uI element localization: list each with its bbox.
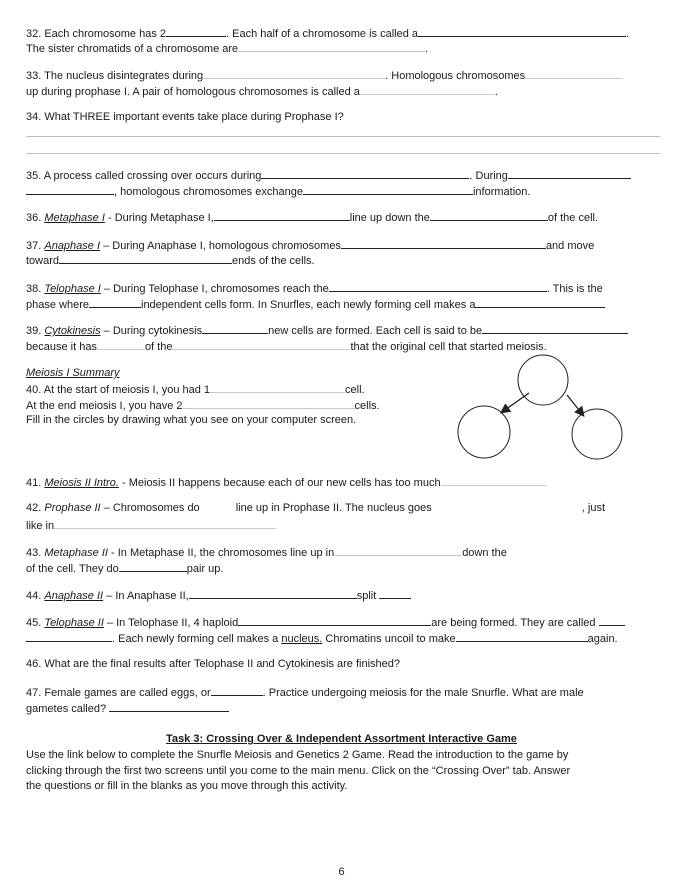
q35-blank-3[interactable] — [26, 183, 114, 195]
q45-text: – In Telophase II, 4 haploid — [106, 617, 239, 629]
q37-line2 — [26, 252, 315, 268]
q40-line3 — [26, 413, 356, 427]
q45-text: . Each newly forming cell makes a — [112, 633, 279, 645]
q42-blank-3[interactable] — [54, 517, 276, 529]
cell-division-diagram — [452, 350, 672, 468]
q39-text: of the — [144, 341, 173, 353]
q39-blank-2[interactable] — [482, 322, 628, 334]
q44-text: – In Anaphase II, — [106, 590, 189, 602]
q33-line2 — [26, 83, 498, 99]
q32-text: . — [626, 28, 630, 40]
q36-blank-2[interactable] — [430, 209, 548, 221]
q41-number: 41. — [26, 477, 42, 489]
q36-text: - During Metaphase I, — [107, 212, 214, 224]
q38-line1 — [26, 280, 603, 296]
q32-blank-1[interactable] — [166, 25, 226, 37]
q35-text: , homologous chromosomes exchange — [114, 186, 303, 198]
q42-text: – Chromosomes do — [103, 502, 200, 514]
q37-text: and move — [545, 240, 595, 252]
task3-paragraph-line1: Use the link below to complete the Snurfle Meiosis and Genetics 2 Game. Read the introduction to the game by — [26, 749, 569, 761]
q47-text: 47. Female games are called eggs, or — [26, 687, 211, 699]
task3-heading: Task 3: Crossing Over & Independent Assortment Interactive Game — [166, 733, 517, 745]
q45-term: Telophase II — [44, 617, 104, 629]
q42-text: like in — [26, 520, 55, 532]
q42-text: line up in Prophase II. The nucleus goes — [235, 502, 432, 514]
q43-line1 — [26, 544, 507, 560]
q45-blank-3[interactable] — [26, 630, 112, 642]
q33-text: . — [494, 86, 498, 98]
q33-text: 33. The nucleus disintegrates during — [26, 70, 204, 82]
task3-paragraph-line2: clicking through the first two screens until you come to the main menu. Click on the “Crossing Over” tab. Answer — [26, 765, 571, 777]
q41-term: Meiosis II Intro. — [44, 477, 119, 489]
q40-line2 — [26, 397, 380, 413]
q45-blank-4[interactable] — [456, 630, 588, 642]
q42-line2 — [26, 517, 276, 533]
q45-text: are being formed. They are called — [431, 617, 596, 629]
q35-blank-1[interactable] — [261, 167, 469, 179]
q32-blank-3[interactable] — [238, 40, 425, 52]
q38-line2 — [26, 296, 605, 312]
q37-text: – During Anaphase I, homologous chromosomes — [103, 240, 341, 252]
q47-text: . Practice undergoing meiosis for the male Snurfle. What are male — [262, 687, 584, 699]
q36-blank-1[interactable] — [214, 209, 350, 221]
q35-text: . During — [469, 170, 508, 182]
q40-line1 — [26, 381, 365, 397]
q45-blank-1[interactable] — [238, 614, 431, 626]
daughter-cell-circle-left[interactable] — [458, 406, 510, 458]
q41-blank-1[interactable] — [441, 474, 546, 486]
q45-text: nucleus. — [281, 633, 323, 645]
q36-text: of the cell. — [547, 212, 599, 224]
q35-text: 35. A process called crossing over occurs during — [26, 170, 262, 182]
q39-text: new cells are formed. Each cell is said to be — [268, 325, 483, 337]
task3-paragraph-line3: the questions or fill in the blanks as you move through this activity. — [26, 780, 348, 792]
parent-cell-circle[interactable] — [518, 355, 568, 405]
q40-blank-2[interactable] — [183, 397, 355, 409]
q38-blank-3[interactable] — [475, 296, 605, 308]
q44-blank-1[interactable] — [189, 587, 357, 599]
q36-text: line up down the — [349, 212, 430, 224]
q39-blank-1[interactable] — [202, 322, 268, 334]
q37-text: toward — [26, 255, 60, 267]
q37-blank-1[interactable] — [341, 237, 546, 249]
q45-number: 45. — [26, 617, 42, 629]
page-number: 6 — [338, 866, 345, 878]
q40-text: Fill in the circles by drawing what you see on your computer screen. — [26, 414, 357, 426]
q38-blank-1[interactable] — [329, 280, 547, 292]
q37-line1 — [26, 237, 594, 253]
q42-number: 42. — [26, 502, 42, 514]
q44-line1 — [26, 587, 411, 603]
q34-answer-line-2[interactable] — [26, 153, 660, 154]
q33-blank-2[interactable] — [525, 67, 623, 79]
q44-number: 44. — [26, 590, 42, 602]
q43-blank-1[interactable] — [334, 544, 462, 556]
q45-text: Chromatins uncoil to make — [325, 633, 456, 645]
q39-blank-3[interactable] — [97, 338, 145, 350]
q34-text: 34. What THREE important events take place during Prophase I? — [26, 111, 344, 123]
q47-line2 — [26, 700, 229, 716]
q37-term: Anaphase I — [44, 240, 101, 252]
q36-term: Metaphase I — [44, 212, 105, 224]
q43-number: 43. — [26, 547, 42, 559]
q39-number: 39. — [26, 325, 42, 337]
q44-blank-2[interactable] — [379, 587, 411, 599]
q38-text: independent cells form. In Snurfles, each newly forming cell makes a — [141, 299, 476, 311]
q42-term: Prophase II — [44, 502, 101, 514]
q38-text: . This is the — [546, 283, 603, 295]
q43-term: Metaphase II — [44, 547, 108, 559]
q32-line1 — [26, 25, 629, 41]
q43-line2 — [26, 560, 223, 576]
q44-term: Anaphase II — [44, 590, 104, 602]
q39-text: that the original cell that started meiosis. — [350, 341, 547, 353]
q35-line1 — [26, 167, 631, 183]
q43-text: down the — [462, 547, 507, 559]
q33-text: up during prophase I. A pair of homologous chromosomes is called a — [26, 86, 360, 98]
q32-text: 32. Each chromosome has 2 — [26, 28, 167, 40]
q40-blank-1[interactable] — [210, 381, 345, 393]
q40-text: cells. — [354, 400, 380, 412]
q34-line1 — [26, 110, 344, 124]
q40-text: cell. — [345, 384, 365, 396]
q43-blank-2[interactable] — [119, 560, 187, 572]
q34-answer-line-1[interactable] — [26, 136, 660, 137]
q42-line1 — [26, 501, 605, 515]
q38-text: – During Telophase I, chromosomes reach the — [103, 283, 329, 295]
q47-text: gametes called? — [26, 703, 107, 715]
q45-text: again. — [587, 633, 618, 645]
q38-term: Telophase I — [44, 283, 101, 295]
q38-blank-2[interactable] — [89, 296, 141, 308]
q33-blank-1[interactable] — [203, 67, 385, 79]
q37-blank-2[interactable] — [59, 252, 232, 264]
q42-text: , just — [581, 502, 606, 514]
q39-blank-4[interactable] — [172, 338, 350, 350]
q36-number: 36. — [26, 212, 42, 224]
q46-text: 46. What are the final results after Telophase II and Cytokinesis are finished? — [26, 658, 401, 670]
q47-blank-1[interactable] — [211, 684, 263, 696]
q46-line1 — [26, 657, 400, 671]
q37-text: ends of the cells. — [232, 255, 315, 267]
q39-text: because it has — [26, 341, 97, 353]
q32-text: The sister chromatids of a chromosome are — [26, 43, 239, 55]
q40-text: At the end meiosis I, you have 2 — [26, 400, 183, 412]
q40-text: 40. At the start of meiosis I, you had 1 — [26, 384, 211, 396]
q39-text: – During cytokinesis — [103, 325, 203, 337]
q32-text: . — [425, 43, 429, 55]
q43-text: pair up. — [186, 563, 224, 575]
daughter-cell-circle-right[interactable] — [572, 409, 622, 459]
q41-line1 — [26, 474, 546, 490]
q47-blank-2[interactable] — [109, 700, 229, 712]
q44-text: split — [356, 590, 377, 602]
q33-text: . Homologous chromosomes — [385, 70, 526, 82]
q37-number: 37. — [26, 240, 42, 252]
q41-text: - Meiosis II happens because each of our new cells has too much — [122, 477, 441, 489]
q32-blank-2[interactable] — [418, 25, 626, 37]
q39-term: Cytokinesis — [44, 325, 101, 337]
q45-line1 — [26, 614, 625, 630]
q35-blank-2[interactable] — [508, 167, 631, 179]
meiosis-i-summary-heading: Meiosis I Summary — [26, 367, 120, 379]
q33-line1 — [26, 67, 623, 83]
q39-line1 — [26, 322, 628, 338]
arrow-left — [502, 393, 529, 412]
q35-line2 — [26, 183, 530, 199]
q47-line1 — [26, 684, 584, 700]
q38-number: 38. — [26, 283, 42, 295]
q33-blank-3[interactable] — [360, 83, 495, 95]
q35-text: information. — [472, 186, 531, 198]
q43-text: - In Metaphase II, the chromosomes line up in — [111, 547, 335, 559]
q32-text: . Each half of a chromosome is called a — [226, 28, 419, 40]
arrow-right — [567, 395, 583, 415]
q32-line2 — [26, 40, 428, 56]
q36-line1 — [26, 209, 598, 225]
q45-line2 — [26, 630, 618, 646]
q45-blank-2[interactable] — [599, 614, 625, 626]
q35-blank-4[interactable] — [303, 183, 473, 195]
q38-text: phase where — [26, 299, 89, 311]
q43-text: of the cell. They do — [26, 563, 119, 575]
